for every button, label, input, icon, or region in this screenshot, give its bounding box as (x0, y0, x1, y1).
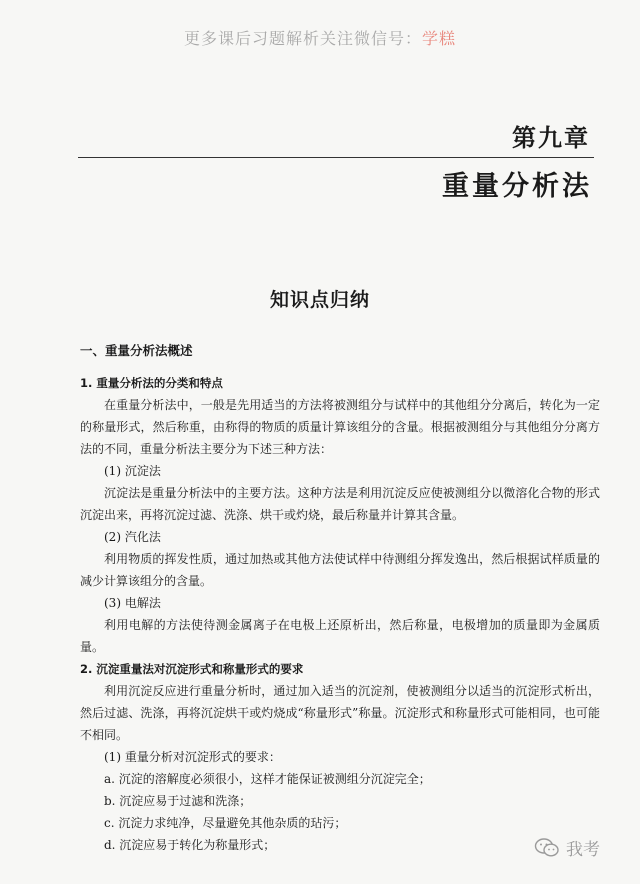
method-label-electrolysis: (3) 电解法 (104, 596, 161, 610)
subheading-requirements: 2. 沉淀重量法对沉淀形式和称量形式的要求 (80, 662, 304, 676)
method-text-vaporization: 利用物质的挥发性质，通过加热或其他方法使试样中待测组分挥发逸出，然后根据试样质量的减少计算该组分的含量。 (80, 552, 600, 588)
method-label-precipitation: (1) 沉淀法 (104, 464, 161, 478)
method-text-precipitation: 沉淀法是重量分析法中的主要方法。这种方法是利用沉淀反应使被测组分以微溶化合物的形式沉淀出来，再将沉淀过滤、洗涤、烘干或灼烧，最后称量并计算其含量。 (80, 486, 600, 522)
banner-text: 更多课后习题解析关注微信号： (183, 29, 422, 48)
method-text-electrolysis: 利用电解的方法使待测金属离子在电极上还原析出，然后称量，电极增加的质量即为金属质量。 (80, 618, 600, 654)
list-item: c. 沉淀力求纯净，尽量避免其他杂质的玷污； (104, 816, 347, 830)
banner (0, 26, 640, 49)
requirement-label: (1) 重量分析对沉淀形式的要求： (104, 750, 281, 764)
watermark (534, 835, 600, 860)
method-label-vaporization: (2) 汽化法 (104, 530, 161, 544)
section-title: 知识点归纳 (269, 289, 370, 311)
list-item: a. 沉淀的溶解度必须很小，这样才能保证被测组分沉淀完全； (104, 772, 431, 786)
wechat-icon (534, 837, 560, 859)
paragraph-requirements: 利用沉淀反应进行重量分析时，通过加入适当的沉淀剂，使被测组分以适当的沉淀形式析出，然后过滤、洗涤，再将沉淀烘干或灼烧成“称量形式”称量。沉淀形式和称量形式可能相同，也可能不相同。 (80, 684, 600, 742)
paragraph-intro: 在重量分析法中，一般是先用适当的方法将被测组分与试样中的其他组分分离后，转化为一定的称量形式，然后称重，由称得的物质的质量计算该组分的含量。根据被测组分与其他组分分离方法的不同，重量分析法主要分为下述三种方法： (80, 398, 600, 456)
content-body (80, 340, 600, 856)
subheading-classification: 1. 重量分析法的分类和特点 (80, 376, 223, 390)
chapter-divider (78, 157, 594, 158)
banner-brand: 学糕 (422, 29, 457, 48)
chapter-title: 重量分析法 (442, 171, 592, 202)
watermark-text: 我考 (566, 840, 600, 860)
heading-overview: 一、重量分析法概述 (80, 343, 193, 358)
list-item: d. 沉淀应易于转化为称量形式； (104, 838, 276, 852)
chapter-number: 第九章 (512, 124, 590, 152)
list-item: b. 沉淀应易于过滤和洗涤； (104, 794, 252, 808)
